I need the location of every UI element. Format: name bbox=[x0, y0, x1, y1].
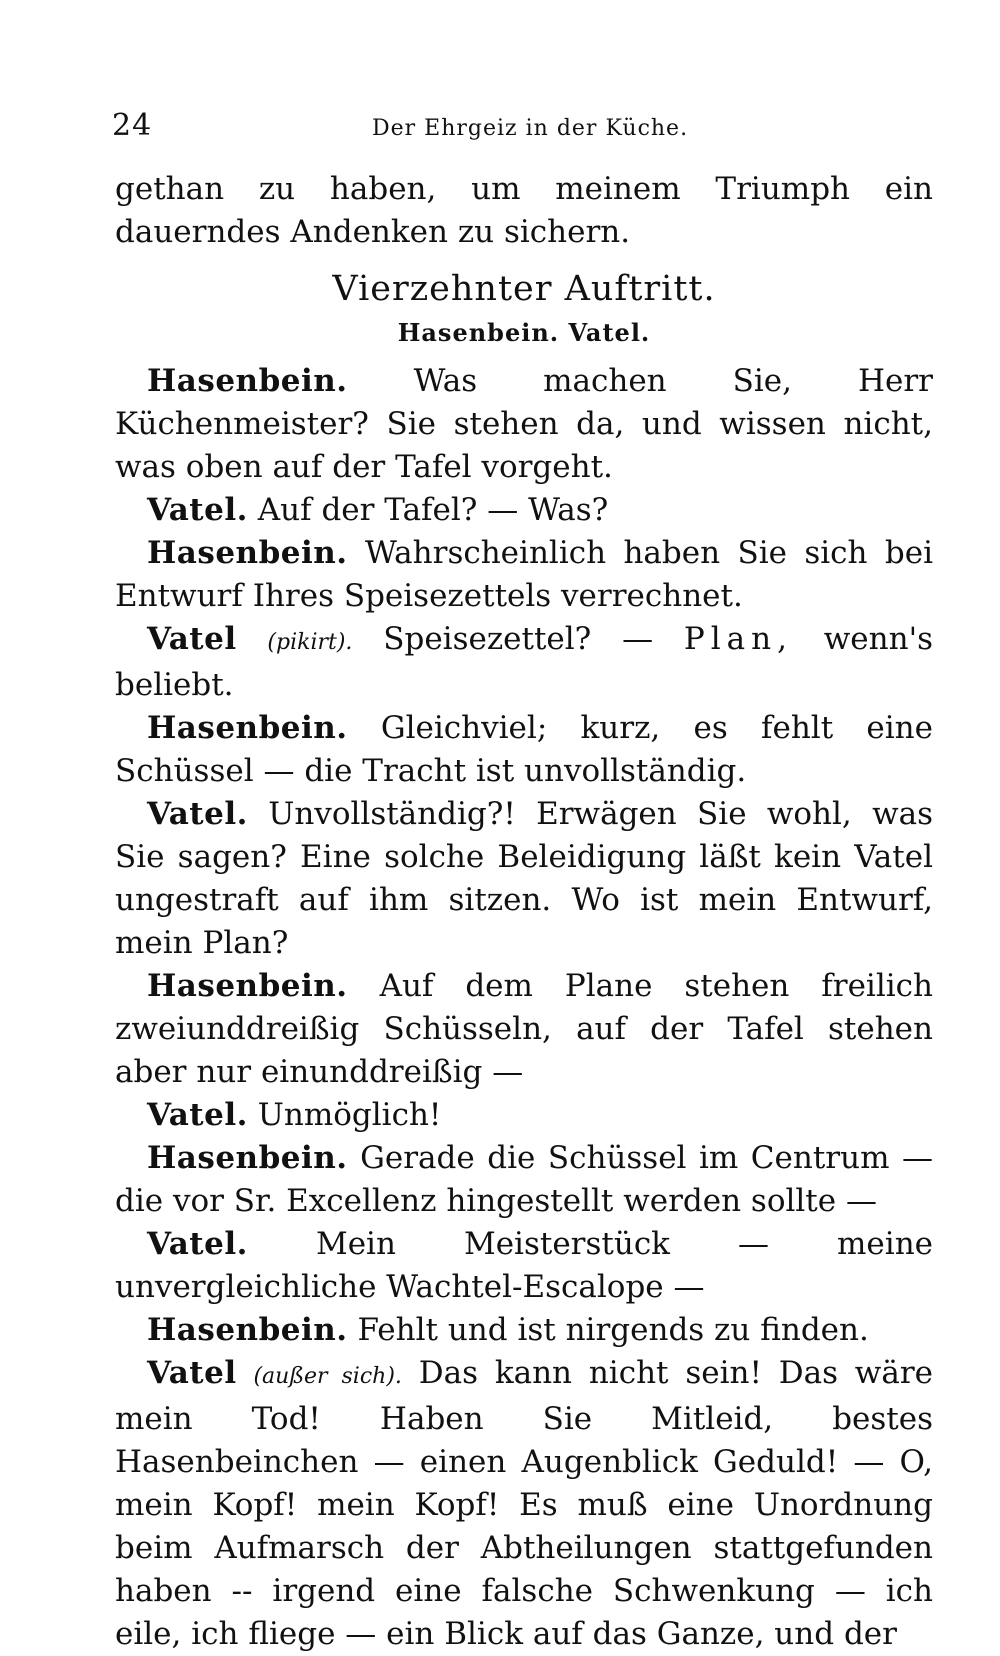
speech-text: Was machen Sie, Herr Küchenmeister? Sie stehen da, und wissen nicht, was oben auf der Tafel vorgeht. bbox=[115, 363, 933, 485]
scene-persons: Hasenbein. Vatel. bbox=[397, 318, 651, 347]
speech-text: Gerade die Schüssel im Centrum — die vor Sr. Excellenz hingestellt werden sollte — bbox=[115, 1140, 933, 1219]
dialogue-line bbox=[115, 1094, 933, 1137]
speech-text: Auf dem Plane stehen freilich zweiunddreißig Schüsseln, auf der Tafel stehen aber nur einunddreißig — bbox=[115, 968, 934, 1090]
speaker-name: Hasenbein. bbox=[147, 363, 348, 399]
running-title: Der Ehrgeiz in der Küche. bbox=[372, 116, 689, 141]
page-number: 24 bbox=[112, 108, 153, 143]
scene-title: Vierzehnter Auftritt. bbox=[332, 269, 716, 309]
dialogue-line bbox=[115, 707, 933, 793]
speech-text: Fehlt und ist nirgends zu finden. bbox=[357, 1312, 869, 1348]
stage-direction: (außer sich). bbox=[253, 1364, 402, 1389]
speaker-name: Hasenbein. bbox=[147, 710, 348, 746]
speech-text: Gleichviel; kurz, es fehlt eine Schüssel — die Tracht ist unvollständig. bbox=[115, 710, 933, 789]
speech-text: Mein Meisterstück — meine unvergleichliche Wachtel-Escalope — bbox=[115, 1226, 933, 1305]
speaker-name: Vatel bbox=[147, 621, 237, 657]
dialogue-line bbox=[115, 793, 933, 965]
speaker-name: Vatel. bbox=[147, 1226, 248, 1262]
dialogue-line bbox=[115, 1309, 933, 1352]
speech-text: Das kann nicht sein! Das wäre mein Tod! Haben Sie Mitleid, bestes Hasenbeinchen — einen Augenblick Geduld! — O, mein Kopf! mein Kopf! Es muß eine Unordnung beim Aufmarsch der Abtheilungen stattgefunden haben -- irgend eine falsche Schwenkung — ich eile, ich fliege — ein Blick auf das Ganze, und der bbox=[115, 1355, 933, 1652]
opening-paragraph: gethan zu haben, um meinem Triumph ein dauerndes Andenken zu sichern. bbox=[115, 171, 933, 250]
speaker-name: Vatel. bbox=[147, 796, 248, 832]
dialogue-line bbox=[115, 965, 933, 1094]
dialogue-line bbox=[115, 532, 933, 618]
speech-text: Auf der Tafel? — Was? bbox=[257, 492, 609, 528]
speech-text: Unvollständig?! Erwägen Sie wohl, was Sie sagen? Eine solche Beleidigung läßt kein Vatel ungestraft auf ihm sitzen. Wo ist mein Entwurf, mein Plan? bbox=[115, 796, 934, 961]
speaker-name: Hasenbein. bbox=[147, 968, 348, 1004]
speech-emphasis: Plan, bbox=[683, 621, 793, 657]
speech-text: wenn's beliebt. bbox=[115, 621, 934, 703]
speaker-name: Hasenbein. bbox=[147, 1140, 348, 1176]
speaker-name: Hasenbein. bbox=[147, 1312, 348, 1348]
speech-text: Wahrscheinlich haben Sie sich bei Entwurf Ihres Speisezettels verrechnet. bbox=[115, 535, 934, 614]
dialogue-line bbox=[115, 360, 933, 489]
speech-text: Speisezettel? — bbox=[383, 621, 654, 657]
dialogue-line bbox=[115, 618, 933, 707]
stage-direction: (pikirt). bbox=[267, 630, 353, 655]
page-text bbox=[115, 168, 933, 1656]
speaker-name: Hasenbein. bbox=[147, 535, 348, 571]
speaker-name: Vatel. bbox=[147, 1097, 248, 1133]
dialogue-line bbox=[115, 489, 933, 532]
dialogue-line bbox=[115, 1223, 933, 1309]
dialogue-line bbox=[115, 1352, 933, 1656]
speaker-name: Vatel bbox=[147, 1355, 237, 1391]
speaker-name: Vatel. bbox=[147, 492, 248, 528]
speech-text: Unmöglich! bbox=[257, 1097, 442, 1133]
dialogue-line bbox=[115, 1137, 933, 1223]
